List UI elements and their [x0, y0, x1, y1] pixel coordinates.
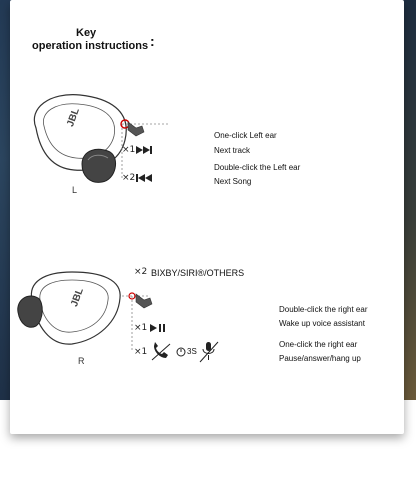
right-earbud-logo: JBL: [69, 286, 86, 309]
next-track-icon: [136, 146, 152, 154]
left-single-result: Next track: [214, 146, 251, 155]
voice-assistant-names: BIXBY/SIRI®/OTHERS: [151, 268, 245, 278]
left-double-result: Next Song: [214, 177, 252, 186]
right-double-result: Wake up voice assistant: [279, 319, 365, 328]
left-double-action: Double-click the Left ear: [214, 163, 301, 172]
background-right: [402, 0, 416, 400]
left-side-label: L: [72, 185, 78, 195]
play-pause-icon: [150, 324, 165, 332]
left-double-click-mark: ×2: [122, 173, 136, 183]
right-double-click-mark: ×2: [134, 267, 148, 277]
left-earbud-illustration: [10, 0, 404, 434]
right-single-action: One-click the right ear: [279, 340, 358, 349]
right-single-result: Pause/answer/hang up: [279, 354, 361, 363]
title-line-2: operation instructions: [32, 40, 149, 52]
right-call-click-mark: ×1: [134, 347, 148, 357]
left-single-click-mark: ×1: [122, 145, 136, 155]
phone-call-icon: [152, 342, 170, 360]
right-single-click-mark: ×1: [134, 323, 148, 333]
mic-mute-icon: [200, 342, 218, 362]
timer-icon: [177, 348, 185, 356]
right-double-action: Double-click the right ear: [279, 305, 368, 314]
left-earbud-icon: [34, 95, 126, 183]
hold-duration: 3S: [187, 347, 197, 356]
instruction-card: [10, 0, 404, 434]
right-side-label: R: [78, 356, 85, 366]
left-earbud-logo: JBL: [65, 106, 82, 129]
left-single-action: One-click Left ear: [214, 131, 277, 140]
title-colon: :: [150, 33, 155, 49]
title-line-1: Key: [76, 27, 97, 39]
previous-track-icon: [136, 174, 152, 182]
right-earbud-icon: [18, 272, 120, 344]
